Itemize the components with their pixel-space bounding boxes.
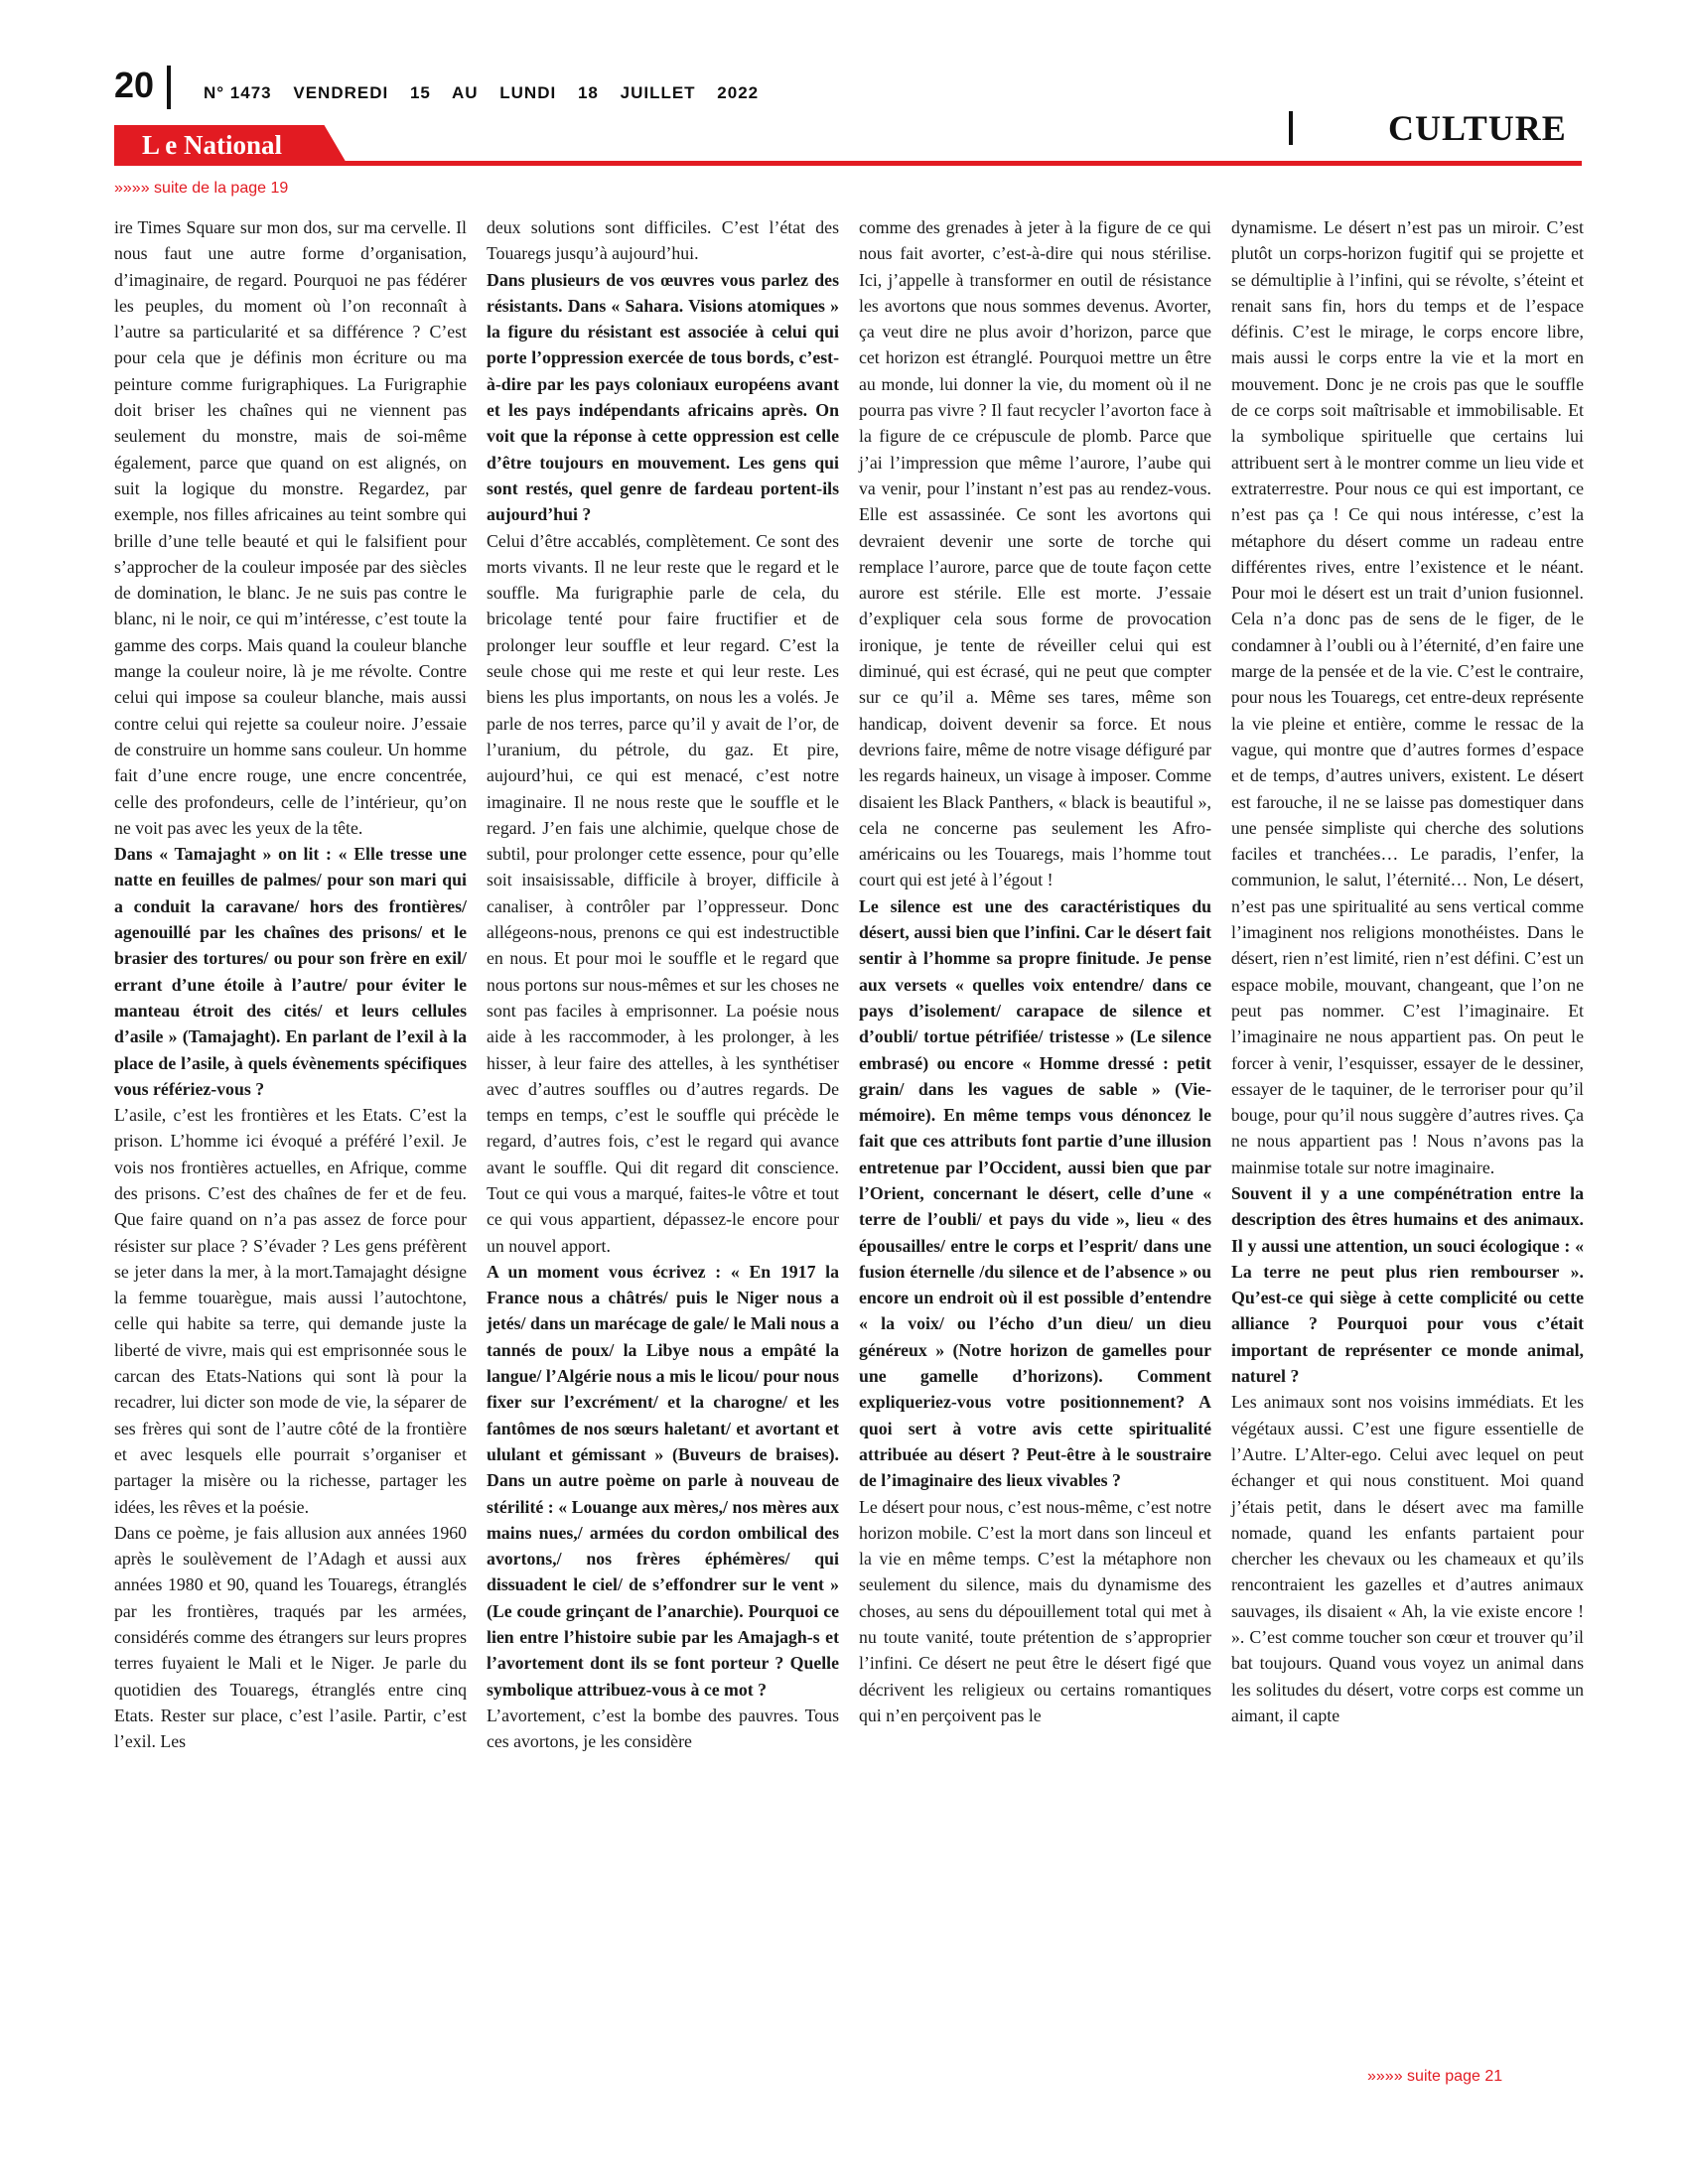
date-connector: AU: [451, 83, 479, 102]
issue-number: N° 1473: [204, 83, 272, 102]
date-day-start: 15: [409, 83, 431, 102]
interview-answer: comme des grenades à jeter à la figure de ce qui nous fait avorter, c’est-à-dire qui nous stérilise. Ici, j’appelle à transformer en outil de résistance les avortons que nous sommes devenus. Avorter, ça veut dire ne plus avoir d’horizon, parce que cet horizon est étranglé. Pourquoi mettre un être au monde, lui donner la vie, du moment où il ne pourra pas vivre ? Il faut recycler l’avorton face à la figure de ce crépuscule de plomb. Parce que j’ai l’impression que même l’aurore, l’aube qui va venir, pour l’instant n’est pas au rendez-vous. Elle est assassinée. Ce sont les avortons qui devraient devenir une sorte de torche qui remplace l’aurore, parce que de toute façon cette aurore est stérile. Elle est morte. J’essaie d’expliquer cela sous forme de provocation ironique, je tente de réveiller celui qui est diminué, qui est écrasé, qui ne peut que compter sur ce qu’il a. Même ses tares, même son handicap, doivent devenir sa force. Et nous devrions faire, même de notre visage défiguré par les regards haineux, un visage à imposer. Comme disaient les Black Panthers, « black is beautiful », cela ne concerne pas seulement les Afro-américains ou les Touaregs, mais l’homme tout court qui est jeté à l’égout !: [859, 217, 1211, 890]
dateline: [204, 83, 774, 103]
interview-question: A un moment vous écrivez : « En 1917 la France nous a châtrés/ puis le Niger nous a jetés/ dans un marécage de gale/ le Mali nous a tannés de poux/ la Libye nous a empâté la langue/ l’Algérie nous a mis le licou/ pour nous fixer sur l’excrément/ et la charogne/ et les fantômes de nos sœurs haletant/ et avortant et ululant et gémissant » (Buveurs de braises). Dans un autre poème on parle à nouveau de stérilité : « Louange aux mères,/ nos mères aux mains nues,/ armées du cordon ombilical des avortons,/ nos frères éphémères/ qui dissuadent le ciel/ de s’effondrer sur le vent » (Le coude grinçant de l’anarchie). Pourquoi ce lien entre l’histoire subie par les Amajagh-s et l’avortement dont ils se font porteur ? Quelle symbolique attribuez-vous à ce mot ?: [487, 1261, 839, 1700]
interview-answer: Le désert pour nous, c’est nous-même, c’est notre horizon mobile. C’est la mort dans son linceul et la vie en même temps. C’est la métaphore non seulement du silence, mais du dynamisme des choses, au sens du dépouillement total qui met à nu toute vanité, toute prétention de s’approprier l’infini. Ce désert ne peut être le désert figé que décrivent les religieux ou certains romantiques qui n’en perçoivent pas le: [859, 1496, 1211, 1725]
interview-answer: L’avortement, c’est la bombe des pauvres. Tous ces avortons, je les considère: [487, 1705, 839, 1752]
article-column-2: [487, 214, 839, 1755]
date-year: 2022: [717, 83, 760, 102]
interview-question: Souvent il y a une compénétration entre la description des êtres humains et des animaux. Il y aussi une attention, un souci écologique : « La terre ne peut plus rien rembourser ». Qu’est-ce qui siège à cette complicité ou cette alliance ? Pourquoi pour vous c’était important de représenter ce monde animal, naturel ?: [1231, 1182, 1584, 1387]
interview-question: Le silence est une des caractéristiques du désert, aussi bien que l’infini. Car le désert fait sentir à l’homme sa propre finitude. Je pense aux versets « quelles voix entendre/ dans ce pays d’isolement/ carapace de silence et d’oubli/ tortue pétrifiée/ tristesse » (Le silence embrasé) ou encore « Homme dressé : petit grain/ dans les vagues de sable » (Vie-mémoire). En même temps vous dénoncez le fait que ces attributs font partie d’une illusion entretenue par l’Occident, aussi bien que par l’Orient, concernant le désert, celle d’une « terre de l’oubli/ et pays du vide », lieu « des épousailles/ entre le corps et l’esprit/ dans une fusion éternelle /du silence et de l’absence » ou encore un endroit où il est possible d’entendre « la voix/ ou l’écho d’un dieu/ un dieu généreux » (Notre horizon de gamelles pour une gamelle d’horizons). Comment expliqueriez-vous votre positionnement? A quoi sert à votre avis cette spiritualité attribuée au désert ? Peut-être à le soustraire de l’imaginaire des lieux vivables ?: [859, 895, 1211, 1491]
interview-question: Dans plusieurs de vos œuvres vous parlez des résistants. Dans « Sahara. Visions atomiques » la figure du résistant est associée à celui qui porte l’oppression exercée de tous bords, c’est-à-dire par les pays coloniaux européens avant et les pays indépendants africains après. On voit que la réponse à cette oppression est celle d’être toujours en mouvement. Les gens qui sont restés, quel genre de fardeau portent-ils aujourd’hui ?: [487, 269, 839, 525]
interview-answer: ire Times Square sur mon dos, sur ma cervelle. Il nous faut une autre forme d’organisation, d’imaginaire, de regard. Pourquoi ne pas fédérer les peuples, du moment où l’on reconnaît à l’autre sa particularité et sa différence ? C’est pour cela que je définis mon écriture ou ma peinture comme furigraphiques. La Furigraphie doit briser les chaînes qui ne viennent pas seulement du monstre, mais de soi-même également, parce que quand on est alignés, on suit la logique du monstre. Regardez, par exemple, nos filles africaines au teint sombre qui brille d’une telle beauté et qui le falsifient pour s’approcher de la couleur imposée par des siècles de domination, le blanc. Je ne suis pas contre le blanc, ni le noir, ce qui m’intéresse, c’est toute la gamme des corps. Mais quand la couleur blanche mange la couleur noire, là je me révolte. Contre celui qui impose sa couleur blanche, mais aussi contre celui qui rejette sa couleur noire. J’essaie de construire un homme sans couleur. Un homme fait d’une encre rouge, une encre concentrée, celle des profondeurs, celle de l’intérieur, qu’on ne voit pas avec les yeux de la tête.: [114, 217, 467, 838]
article-column-4: [1231, 214, 1584, 1728]
page-number-divider: [167, 66, 171, 109]
date-day-end: 18: [577, 83, 599, 102]
interview-answer: deux solutions sont difficiles. C’est l’état des Touaregs jusqu’à aujourd’hui.: [487, 217, 839, 264]
continued-to-label: »»»» suite page 21: [1367, 2068, 1503, 2085]
interview-answer: Celui d’être accablés, complètement. Ce sont des morts vivants. Il ne leur reste que le regard et le souffle. Ma furigraphie parle de cela, du bricolage tenté pour faire fructifier et de prolonger leur souffle et leur regard. C’est la seule chose qui me reste et qui leur reste. Les biens les plus importants, on nous les a volés. Je parle de nos terres, parce qu’il y avait de l’or, de l’uranium, du pétrole, du gaz. Et pire, aujourd’hui, ce qui est menacé, c’est notre imaginaire. Il ne nous reste que le souffle et le regard. J’en fais une alchimie, quelque chose de subtil, pour prolonger cette essence, pour qu’elle soit insaisissable, difficile à broyer, difficile à canaliser, à contrôler par l’oppresseur. Donc allégeons-nous, prenons ce qui est indestructible en nous. Et pour moi le souffle et le regard que nous portons sur nous-mêmes et sur les choses ne sont pas faciles à emprisonner. La poésie nous aide à les raccommoder, à les prolonger, à les hisser, à leur faire des attelles, à les synthétiser avec d’autres souffles ou d’autres regards. De temps en temps, c’est le souffle qui précède le regard, d’autres fois, c’est le regard qui avance avant le souffle. Qui dit regard dit conscience. Tout ce qui vous a marqué, faites-le vôtre et tout ce qui vous appartient, dépassez-le encore pour un nouvel apport.: [487, 530, 839, 1256]
interview-answer: Les animaux sont nos voisins immédiats. Et les végétaux aussi. C’est une figure essentielle de l’Autre. L’Alter-ego. Celui avec lequel on peut échanger et qui nous constituent. Moi quand j’étais petit, dans le désert avec ma famille nomade, quand les enfants partaient pour chercher les chevaux ou les chameaux et qu’ils rencontraient les gazelles et d’autres animaux sauvages, ils disaient « Ah, la vie existe encore ! ». C’est comme toucher son cœur et trouver qu’il bat toujours. Quand vous voyez un animal dans les solitudes du désert, votre corps est comme un aimant, il capte: [1231, 1392, 1584, 1725]
interview-answer: L’asile, c’est les frontières et les Etats. C’est la prison. L’homme ici évoqué a préféré l’exil. Je vois nos frontières actuelles, en Afrique, comme des prisons. C’est des chaînes de fer et de feu. Que faire quand on n’a pas assez de force pour résister sur place ? S’évader ? Les gens préfèrent se jeter dans la mer, à la mort.Tamajaght désigne la femme touarègue, mais aussi l’autochtone, celle qui habite sa terre, qui demande juste la liberté de vivre, mais qui est emprisonnée sous le carcan des Etats-Nations qui sont là pour la recadrer, lui dicter son mode de vie, la séparer de ses frères qui sont de l’autre côté de la frontière et avec lesquels elle pourrait s’organiser et partager la misère ou la richesse, partager les idées, les rêves et la poésie.: [114, 1105, 467, 1517]
brand-logo-text: L e National: [142, 130, 283, 160]
continued-from-label: »»»» suite de la page 19: [114, 180, 289, 197]
header-red-rule: [114, 161, 1582, 166]
section-divider: [1289, 111, 1293, 145]
article-column-1: [114, 214, 467, 1755]
date-weekday-start: VENDREDI: [293, 83, 389, 102]
date-weekday-end: LUNDI: [499, 83, 557, 102]
interview-answer: dynamisme. Le désert n’est pas un miroir. C’est plutôt un corps-horizon fugitif qui se projette et se démultiplie à l’infini, qui se révolte, s’éteint et renait sans fin, hors du temps et de l’espace définis. C’est le mirage, le corps encore libre, mais aussi le corps entre la vie et la mort en mouvement. Donc je ne crois pas que le souffle de ce corps soit maîtrisable et immobilisable. Et la symbolique spirituelle que certains lui attribuent sert à le montrer comme un lieu vide et extraterrestre. Pour nous ce qui est important, ce n’est pas ça ! Ce qui nous intéresse, c’est la métaphore du désert comme un radeau entre différentes rives, entre l’existence et le néant. Pour moi le désert est un trait d’union fusionnel. Cela n’a donc pas de sens de le figer, de le condamner à l’oubli ou à l’éternité, d’en faire une marge de la pensée et de la vie. C’est le contraire, pour nous les Touaregs, cet entre-deux représente la vie pleine et entière, comme le ressac de la vague, qui montre que d’autres formes d’espace et de temps, d’autres univers, existent. Le désert est farouche, il ne se laisse pas domestiquer dans une pensée simpliste qui cherche des solutions faciles et tranchées… Le paradis, l’enfer, la communion, le salut, l’éternité… Non, Le désert, n’est pas une spiritualité au sens vertical comme l’imaginent nos religions monothéistes. Dans le désert, rien n’est limité, rien n’est défini. C’est un espace mobile, mouvant, changeant, que l’on ne peut pas nommer. C’est l’imaginaire. Et l’imaginaire ne nous appartient pas. On peut le forcer à venir, l’esquisser, essayer de le dessiner, essayer de le taquiner, de le terroriser pour qu’il bouge, pour qu’il nous suggère d’autres rives. Ça ne nous appartient pas ! Nous n’avons pas la mainmise totale sur notre imaginaire.: [1231, 217, 1584, 1177]
interview-answer: Dans ce poème, je fais allusion aux années 1960 après le soulèvement de l’Adagh et aussi aux années 1980 et 90, quand les Touaregs, étranglés par les frontières, traqués par les armées, considérés comme des étrangers sur leurs propres terres fuyaient le Mali et le Niger. Je parle du quotidien des Touaregs, étranglés entre cinq Etats. Rester sur place, c’est l’asile. Partir, c’est l’exil. Les: [114, 1522, 467, 1752]
date-month: JUILLET: [620, 83, 696, 102]
section-title: CULTURE: [1388, 108, 1567, 148]
page-number: 20: [114, 65, 155, 105]
interview-question: Dans « Tamajaght » on lit : « Elle tresse une natte en feuilles de palmes/ pour son mari qui a conduit la caravane/ hors des frontières/ agenouillé par les chaînes des prisons/ et le brasier des tortures/ ou pour son frère en exil/ errant d’une étoile à l’autre/ pour éviter le manteau étroit des cités/ et leurs cellules d’asile » (Tamajaght). En parlant de l’exil à la place de l’asile, à quels évènements spécifiques vous référiez-vous ?: [114, 844, 467, 1099]
article-column-3: [859, 214, 1211, 1728]
